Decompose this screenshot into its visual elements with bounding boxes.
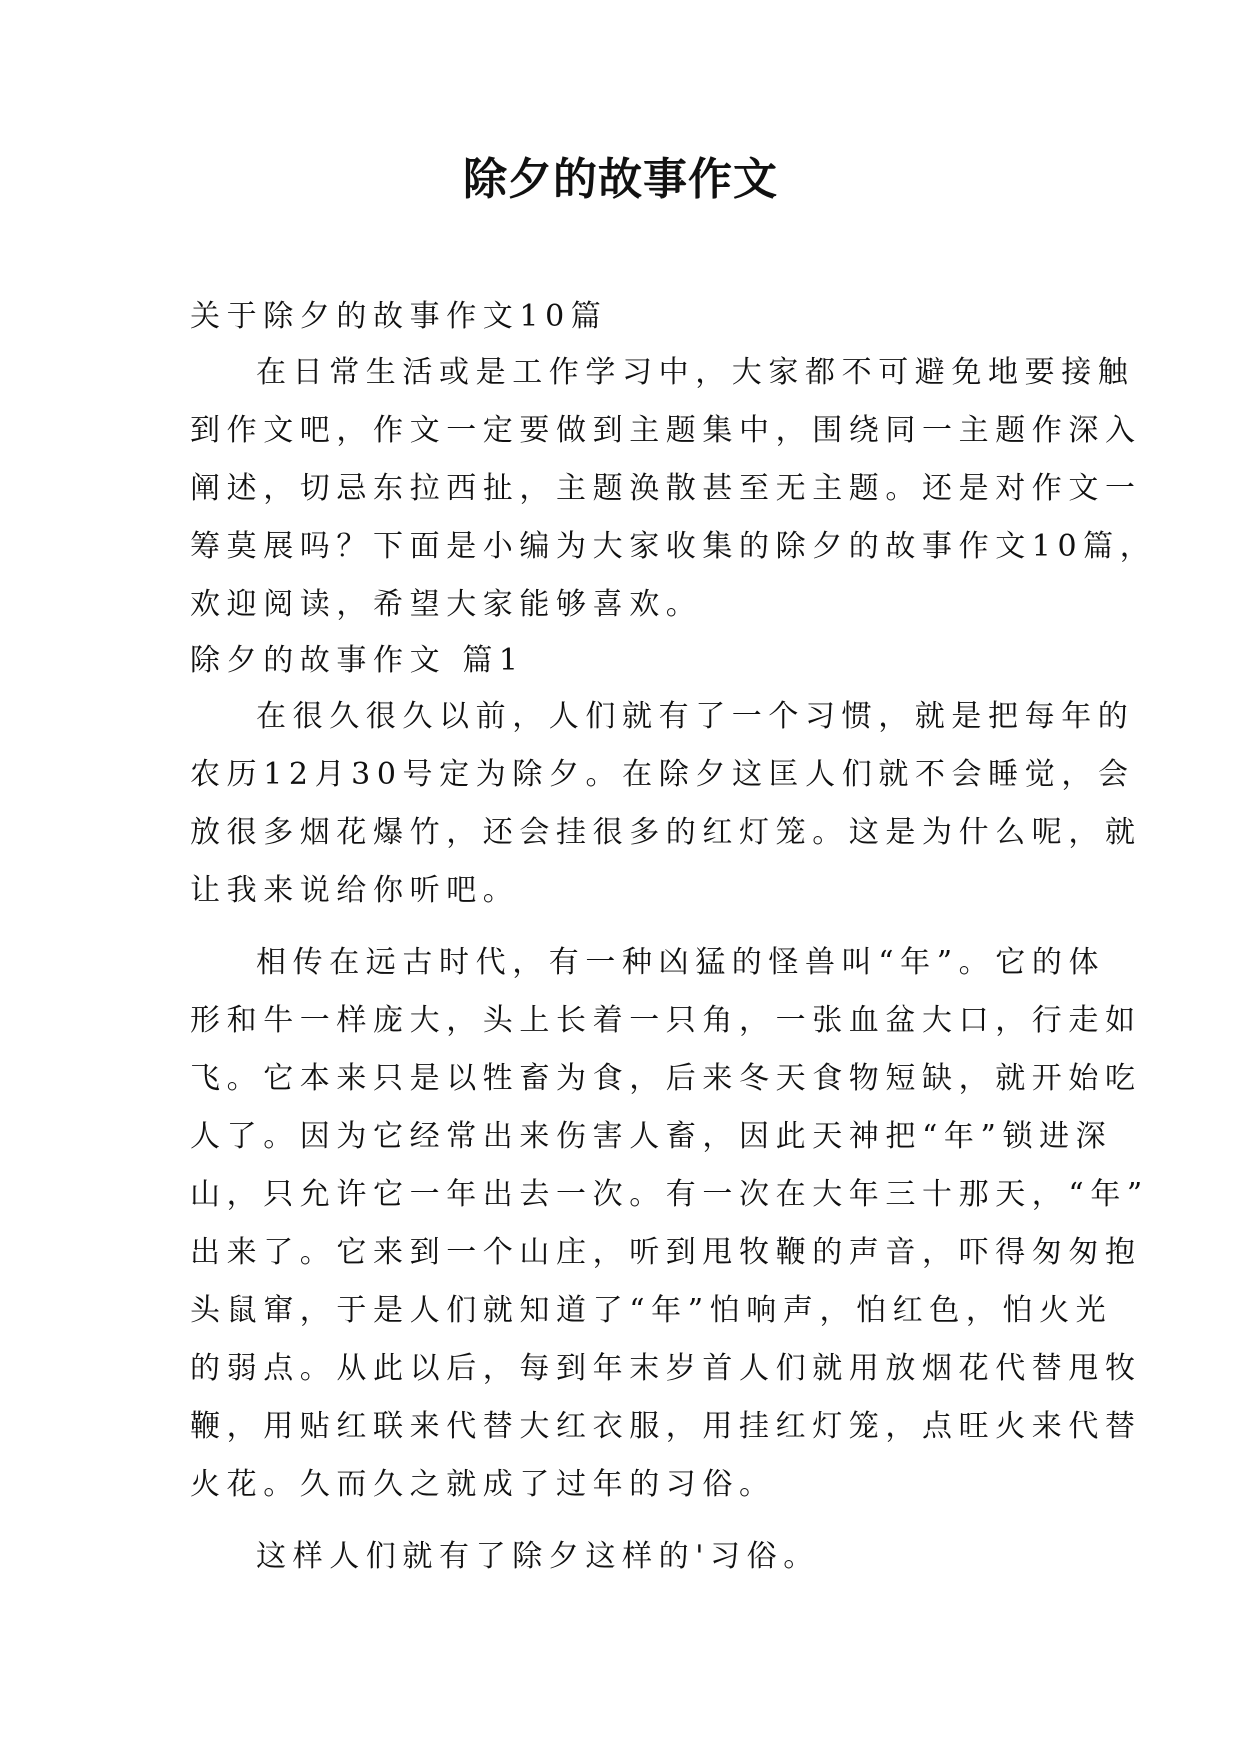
story-paragraph-line: 出来了。它来到一个山庄，听到甩牧鞭的声音，吓得匆匆抱 [190, 1235, 1142, 1270]
subtitle-line: 关于除夕的故事作文10篇 [190, 299, 608, 334]
story-paragraph-line: 的弱点。从此以后，每到年末岁首人们就用放烟花代替甩牧 [190, 1351, 1142, 1386]
document-title: 除夕的故事作文 [463, 154, 778, 205]
intro-paragraph-line: 阐述，切忌东拉西扯，主题涣散甚至无主题。还是对作文一 [190, 471, 1142, 506]
intro-paragraph-line: 筹莫展吗？下面是小编为大家收集的除夕的故事作文10篇， [190, 529, 1157, 564]
story-paragraph-line: 火花。久而久之就成了过年的习俗。 [190, 1467, 776, 1502]
story-paragraph-line: 飞。它本来只是以牲畜为食，后来冬天食物短缺，就开始吃 [190, 1061, 1142, 1096]
story-paragraph-line: 鞭，用贴红联来代替大红衣服，用挂红灯笼，点旺火来代替 [190, 1409, 1142, 1444]
story-paragraph-line: 山，只允许它一年出去一次。有一次在大年三十那天，“年” [190, 1177, 1149, 1212]
story-paragraph-line: 在很久很久以前，人们就有了一个习惯，就是把每年的 [256, 699, 1135, 734]
story-paragraph-line: 农历12月30号定为除夕。在除夕这匡人们就不会睡觉，会 [190, 757, 1135, 792]
section-heading: 除夕的故事作文 篇1 [190, 643, 525, 678]
intro-paragraph-line: 到作文吧，作文一定要做到主题集中，围绕同一主题作深入 [190, 413, 1142, 448]
story-paragraph-line: 这样人们就有了除夕这样的'习俗。 [256, 1539, 820, 1574]
story-paragraph-line: 头鼠窜，于是人们就知道了“年”怕响声，怕红色，怕火光 [190, 1293, 1113, 1328]
story-paragraph-line: 相传在远古时代，有一种凶猛的怪兽叫“年”。它的体 [256, 945, 1106, 980]
story-paragraph-line: 人了。因为它经常出来伤害人畜，因此天神把“年”锁进深 [190, 1119, 1113, 1154]
story-paragraph-line: 放很多烟花爆竹，还会挂很多的红灯笼。这是为什么呢，就 [190, 815, 1142, 850]
intro-paragraph-line: 欢迎阅读，希望大家能够喜欢。 [190, 587, 703, 622]
story-paragraph-line: 形和牛一样庞大，头上长着一只角，一张血盆大口，行走如 [190, 1003, 1142, 1038]
intro-paragraph-line: 在日常生活或是工作学习中，大家都不可避免地要接触 [256, 355, 1135, 390]
document-body [190, 290, 1157, 1586]
story-paragraph-line: 让我来说给你听吧。 [190, 873, 520, 908]
